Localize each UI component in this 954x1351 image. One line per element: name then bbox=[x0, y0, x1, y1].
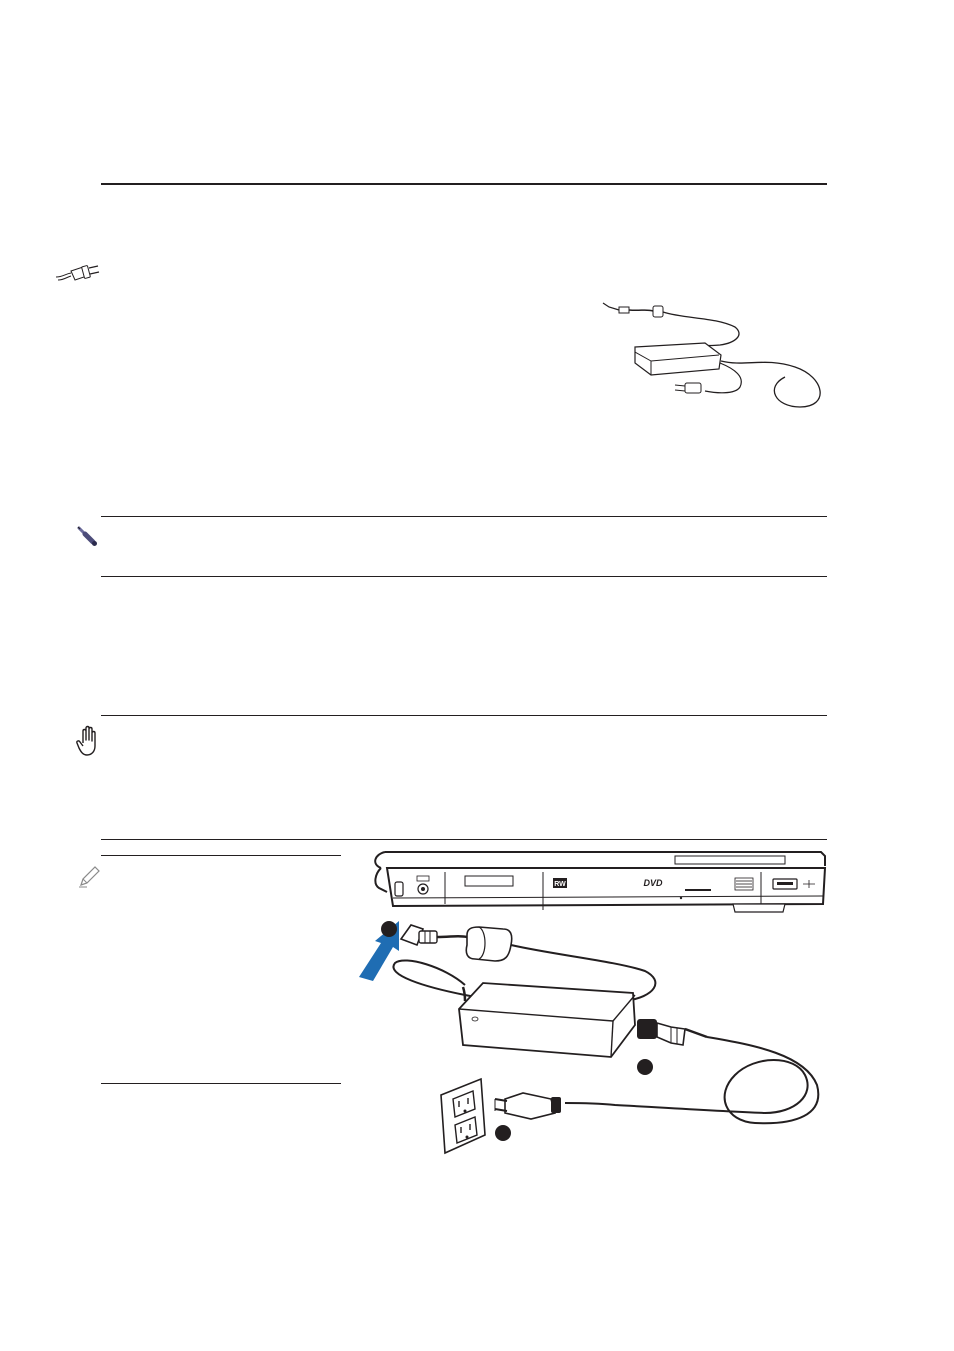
power-adapter-illustration bbox=[595, 297, 830, 412]
header-rule bbox=[101, 183, 827, 185]
note-top-rule bbox=[101, 855, 341, 856]
warning-bottom-rule bbox=[101, 839, 827, 840]
pencil-icon bbox=[77, 865, 101, 889]
note-bottom-rule bbox=[101, 1083, 341, 1084]
callout-2 bbox=[637, 1059, 653, 1075]
tip-top-rule bbox=[101, 516, 827, 517]
warning-top-rule bbox=[101, 715, 827, 716]
callout-1 bbox=[381, 921, 397, 937]
laptop-side-view bbox=[365, 848, 827, 914]
power-plug-icon bbox=[55, 262, 101, 284]
raised-hand-icon bbox=[76, 725, 100, 757]
adapter-connection-illustration bbox=[355, 915, 825, 1155]
tip-bottom-rule bbox=[101, 576, 827, 577]
dvd-logo: DVD bbox=[643, 878, 663, 888]
rw-logo: RW bbox=[554, 881, 566, 888]
screwdriver-icon bbox=[76, 524, 100, 548]
callout-3 bbox=[495, 1125, 511, 1141]
